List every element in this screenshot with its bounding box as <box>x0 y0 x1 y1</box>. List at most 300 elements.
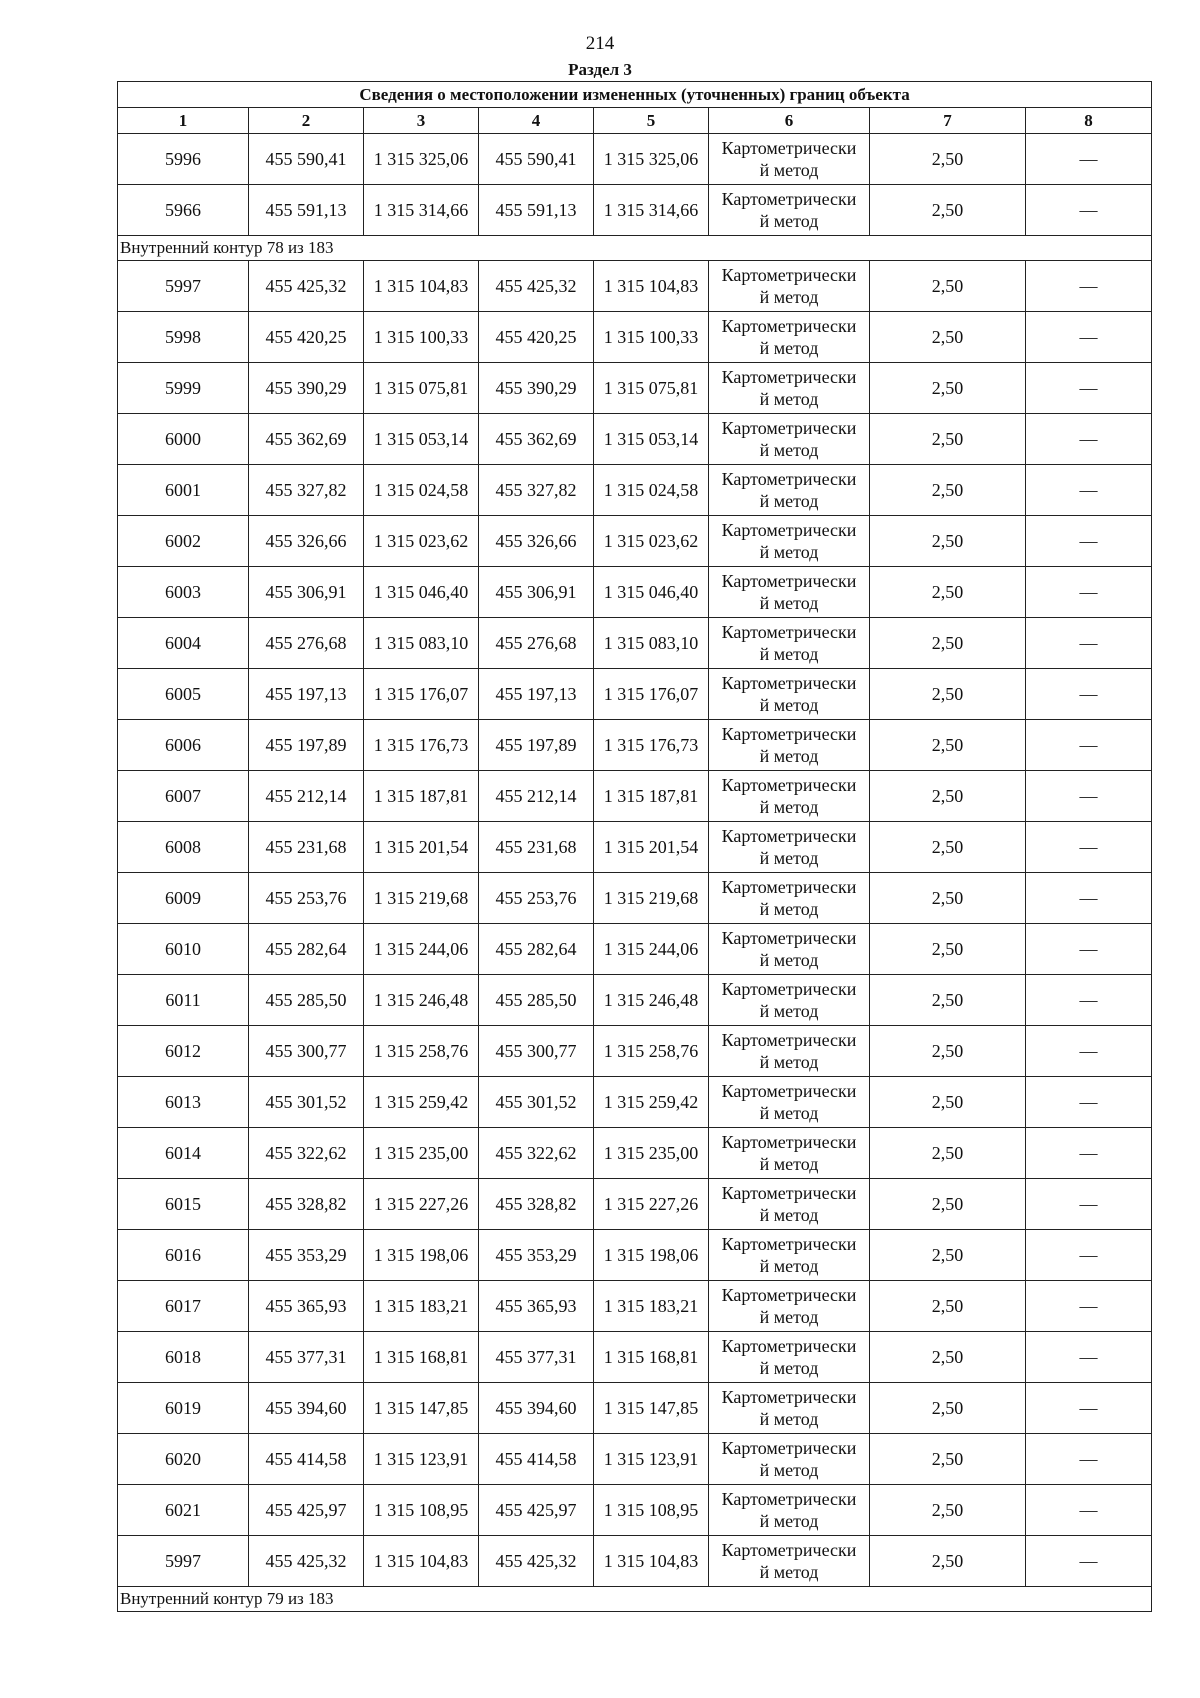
method-line: й метод <box>759 542 819 562</box>
method-line: Картометрически <box>721 724 857 744</box>
method-cell <box>709 363 870 414</box>
method-cell <box>709 516 870 567</box>
table-row <box>118 1383 1152 1434</box>
method-line: Картометрически <box>721 1234 857 1254</box>
accuracy-cell: 2,50 <box>870 1128 1026 1179</box>
point-number-cell: 6013 <box>118 1077 249 1128</box>
x-existing-cell: 455 327,82 <box>249 465 364 516</box>
method-line: й метод <box>759 491 819 511</box>
y-new-cell: 1 315 104,83 <box>594 1536 709 1587</box>
y-new-cell: 1 315 176,73 <box>594 720 709 771</box>
notes-cell: — <box>1026 1332 1152 1383</box>
method-line: Картометрически <box>721 1183 857 1203</box>
notes-cell: — <box>1026 669 1152 720</box>
point-number-cell: 6002 <box>118 516 249 567</box>
x-existing-cell: 455 282,64 <box>249 924 364 975</box>
y-existing-cell: 1 315 147,85 <box>364 1383 479 1434</box>
method-cell <box>709 261 870 312</box>
method-line: й метод <box>759 950 819 970</box>
table-row <box>118 363 1152 414</box>
method-line: Картометрически <box>721 189 857 209</box>
notes-cell: — <box>1026 1077 1152 1128</box>
point-number-cell: 6021 <box>118 1485 249 1536</box>
method-line: й метод <box>759 695 819 715</box>
x-existing-cell: 455 390,29 <box>249 363 364 414</box>
x-existing-cell: 455 377,31 <box>249 1332 364 1383</box>
method-line: Картометрически <box>721 316 857 336</box>
x-new-cell: 455 414,58 <box>479 1434 594 1485</box>
y-existing-cell: 1 315 314,66 <box>364 185 479 236</box>
y-new-cell: 1 315 201,54 <box>594 822 709 873</box>
contour-row <box>118 236 1152 261</box>
y-new-cell: 1 315 235,00 <box>594 1128 709 1179</box>
method-line: Картометрически <box>721 367 857 387</box>
table-row <box>118 261 1152 312</box>
method-line: Картометрически <box>721 775 857 795</box>
x-new-cell: 455 231,68 <box>479 822 594 873</box>
x-new-cell: 455 300,77 <box>479 1026 594 1077</box>
x-existing-cell: 455 328,82 <box>249 1179 364 1230</box>
column-header: 1 <box>118 108 249 134</box>
accuracy-cell: 2,50 <box>870 1485 1026 1536</box>
accuracy-cell: 2,50 <box>870 720 1026 771</box>
table-row <box>118 1332 1152 1383</box>
accuracy-cell: 2,50 <box>870 134 1026 185</box>
accuracy-cell: 2,50 <box>870 1179 1026 1230</box>
point-number-cell: 5997 <box>118 261 249 312</box>
y-existing-cell: 1 315 246,48 <box>364 975 479 1026</box>
y-new-cell: 1 315 219,68 <box>594 873 709 924</box>
notes-cell: — <box>1026 771 1152 822</box>
accuracy-cell: 2,50 <box>870 261 1026 312</box>
point-number-cell: 6003 <box>118 567 249 618</box>
column-header: 3 <box>364 108 479 134</box>
method-cell <box>709 1332 870 1383</box>
table-row <box>118 414 1152 465</box>
method-line: Картометрически <box>721 1540 857 1560</box>
notes-cell: — <box>1026 312 1152 363</box>
column-header: 2 <box>249 108 364 134</box>
notes-cell: — <box>1026 1026 1152 1077</box>
accuracy-cell: 2,50 <box>870 924 1026 975</box>
point-number-cell: 6020 <box>118 1434 249 1485</box>
table-row <box>118 1536 1152 1587</box>
method-cell <box>709 1383 870 1434</box>
y-new-cell: 1 315 168,81 <box>594 1332 709 1383</box>
x-existing-cell: 455 197,13 <box>249 669 364 720</box>
accuracy-cell: 2,50 <box>870 975 1026 1026</box>
accuracy-cell: 2,50 <box>870 1077 1026 1128</box>
column-header: 5 <box>594 108 709 134</box>
x-new-cell: 455 425,32 <box>479 1536 594 1587</box>
point-number-cell: 6015 <box>118 1179 249 1230</box>
y-existing-cell: 1 315 227,26 <box>364 1179 479 1230</box>
method-line: Картометрически <box>721 1132 857 1152</box>
accuracy-cell: 2,50 <box>870 1383 1026 1434</box>
accuracy-cell: 2,50 <box>870 567 1026 618</box>
y-new-cell: 1 315 023,62 <box>594 516 709 567</box>
y-existing-cell: 1 315 244,06 <box>364 924 479 975</box>
notes-cell: — <box>1026 822 1152 873</box>
method-cell <box>709 1485 870 1536</box>
notes-cell: — <box>1026 1179 1152 1230</box>
x-new-cell: 455 420,25 <box>479 312 594 363</box>
y-existing-cell: 1 315 183,21 <box>364 1281 479 1332</box>
y-existing-cell: 1 315 024,58 <box>364 465 479 516</box>
point-number-cell: 6008 <box>118 822 249 873</box>
method-line: й метод <box>759 1409 819 1429</box>
method-line: й метод <box>759 797 819 817</box>
x-existing-cell: 455 394,60 <box>249 1383 364 1434</box>
notes-cell: — <box>1026 1230 1152 1281</box>
accuracy-cell: 2,50 <box>870 669 1026 720</box>
method-cell <box>709 1128 870 1179</box>
accuracy-cell: 2,50 <box>870 1230 1026 1281</box>
notes-cell: — <box>1026 261 1152 312</box>
x-new-cell: 455 394,60 <box>479 1383 594 1434</box>
method-line: Картометрически <box>721 1285 857 1305</box>
y-new-cell: 1 315 227,26 <box>594 1179 709 1230</box>
method-line: Картометрически <box>721 571 857 591</box>
x-new-cell: 455 362,69 <box>479 414 594 465</box>
method-line: й метод <box>759 1052 819 1072</box>
x-new-cell: 455 365,93 <box>479 1281 594 1332</box>
x-new-cell: 455 328,82 <box>479 1179 594 1230</box>
point-number-cell: 6006 <box>118 720 249 771</box>
method-line: й метод <box>759 440 819 460</box>
point-number-cell: 5999 <box>118 363 249 414</box>
method-line: Картометрически <box>721 1489 857 1509</box>
y-new-cell: 1 315 176,07 <box>594 669 709 720</box>
y-new-cell: 1 315 244,06 <box>594 924 709 975</box>
table-row <box>118 822 1152 873</box>
y-new-cell: 1 315 258,76 <box>594 1026 709 1077</box>
accuracy-cell: 2,50 <box>870 618 1026 669</box>
accuracy-cell: 2,50 <box>870 873 1026 924</box>
method-cell <box>709 1230 870 1281</box>
y-existing-cell: 1 315 219,68 <box>364 873 479 924</box>
y-new-cell: 1 315 123,91 <box>594 1434 709 1485</box>
y-existing-cell: 1 315 104,83 <box>364 261 479 312</box>
y-new-cell: 1 315 024,58 <box>594 465 709 516</box>
table-row <box>118 1179 1152 1230</box>
point-number-cell: 6010 <box>118 924 249 975</box>
y-new-cell: 1 315 147,85 <box>594 1383 709 1434</box>
method-cell <box>709 618 870 669</box>
point-number-cell: 6014 <box>118 1128 249 1179</box>
x-existing-cell: 455 590,41 <box>249 134 364 185</box>
x-existing-cell: 455 276,68 <box>249 618 364 669</box>
method-cell <box>709 924 870 975</box>
table-row <box>118 924 1152 975</box>
y-existing-cell: 1 315 259,42 <box>364 1077 479 1128</box>
table-row <box>118 1434 1152 1485</box>
accuracy-cell: 2,50 <box>870 1434 1026 1485</box>
table-row <box>118 312 1152 363</box>
x-new-cell: 455 301,52 <box>479 1077 594 1128</box>
y-new-cell: 1 315 083,10 <box>594 618 709 669</box>
x-new-cell: 455 253,76 <box>479 873 594 924</box>
accuracy-cell: 2,50 <box>870 414 1026 465</box>
contour-label: Внутренний контур 78 из 183 <box>118 236 1152 261</box>
table-row <box>118 1230 1152 1281</box>
method-line: Картометрически <box>721 1081 857 1101</box>
x-existing-cell: 455 414,58 <box>249 1434 364 1485</box>
y-existing-cell: 1 315 053,14 <box>364 414 479 465</box>
accuracy-cell: 2,50 <box>870 822 1026 873</box>
x-existing-cell: 455 420,25 <box>249 312 364 363</box>
method-cell <box>709 771 870 822</box>
x-new-cell: 455 326,66 <box>479 516 594 567</box>
method-cell <box>709 185 870 236</box>
x-new-cell: 455 425,97 <box>479 1485 594 1536</box>
notes-cell: — <box>1026 873 1152 924</box>
table-row <box>118 465 1152 516</box>
method-line: Картометрически <box>721 265 857 285</box>
x-new-cell: 455 353,29 <box>479 1230 594 1281</box>
column-header: 7 <box>870 108 1026 134</box>
table-caption-row <box>118 82 1152 108</box>
method-line: Картометрически <box>721 1438 857 1458</box>
x-existing-cell: 455 353,29 <box>249 1230 364 1281</box>
x-existing-cell: 455 362,69 <box>249 414 364 465</box>
method-cell <box>709 1434 870 1485</box>
accuracy-cell: 2,50 <box>870 1026 1026 1077</box>
x-existing-cell: 455 231,68 <box>249 822 364 873</box>
method-cell <box>709 312 870 363</box>
method-line: й метод <box>759 1358 819 1378</box>
method-line: Картометрически <box>721 138 857 158</box>
notes-cell: — <box>1026 516 1152 567</box>
table-row <box>118 1281 1152 1332</box>
column-header: 4 <box>479 108 594 134</box>
accuracy-cell: 2,50 <box>870 465 1026 516</box>
method-line: й метод <box>759 899 819 919</box>
x-new-cell: 455 390,29 <box>479 363 594 414</box>
y-existing-cell: 1 315 046,40 <box>364 567 479 618</box>
method-line: й метод <box>759 1307 819 1327</box>
table-caption: Сведения о местоположении измененных (уточненных) границ объекта <box>118 82 1152 108</box>
point-number-cell: 6018 <box>118 1332 249 1383</box>
y-new-cell: 1 315 187,81 <box>594 771 709 822</box>
x-existing-cell: 455 306,91 <box>249 567 364 618</box>
notes-cell: — <box>1026 363 1152 414</box>
y-existing-cell: 1 315 187,81 <box>364 771 479 822</box>
method-line: й метод <box>759 1460 819 1480</box>
notes-cell: — <box>1026 1434 1152 1485</box>
method-line: й метод <box>759 1001 819 1021</box>
x-existing-cell: 455 591,13 <box>249 185 364 236</box>
method-cell <box>709 822 870 873</box>
y-new-cell: 1 315 108,95 <box>594 1485 709 1536</box>
notes-cell: — <box>1026 465 1152 516</box>
notes-cell: — <box>1026 134 1152 185</box>
x-new-cell: 455 425,32 <box>479 261 594 312</box>
table-row <box>118 618 1152 669</box>
y-new-cell: 1 315 046,40 <box>594 567 709 618</box>
x-new-cell: 455 591,13 <box>479 185 594 236</box>
method-line: Картометрически <box>721 1336 857 1356</box>
accuracy-cell: 2,50 <box>870 516 1026 567</box>
point-number-cell: 6001 <box>118 465 249 516</box>
method-line: й метод <box>759 338 819 358</box>
x-new-cell: 455 285,50 <box>479 975 594 1026</box>
x-new-cell: 455 322,62 <box>479 1128 594 1179</box>
x-new-cell: 455 327,82 <box>479 465 594 516</box>
method-line: й метод <box>759 1256 819 1276</box>
method-line: Картометрически <box>721 469 857 489</box>
point-number-cell: 6011 <box>118 975 249 1026</box>
method-cell <box>709 1077 870 1128</box>
method-cell <box>709 414 870 465</box>
x-existing-cell: 455 285,50 <box>249 975 364 1026</box>
x-existing-cell: 455 425,32 <box>249 261 364 312</box>
y-new-cell: 1 315 325,06 <box>594 134 709 185</box>
method-cell <box>709 720 870 771</box>
table-row <box>118 185 1152 236</box>
method-line: Картометрически <box>721 826 857 846</box>
notes-cell: — <box>1026 1485 1152 1536</box>
y-existing-cell: 1 315 104,83 <box>364 1536 479 1587</box>
y-new-cell: 1 315 259,42 <box>594 1077 709 1128</box>
method-line: Картометрически <box>721 928 857 948</box>
method-line: й метод <box>759 160 819 180</box>
y-new-cell: 1 315 314,66 <box>594 185 709 236</box>
y-new-cell: 1 315 246,48 <box>594 975 709 1026</box>
boundary-table <box>117 81 1152 1612</box>
table-body <box>118 134 1152 1612</box>
table-row <box>118 134 1152 185</box>
accuracy-cell: 2,50 <box>870 185 1026 236</box>
table-row <box>118 1485 1152 1536</box>
point-number-cell: 5966 <box>118 185 249 236</box>
x-existing-cell: 455 197,89 <box>249 720 364 771</box>
method-line: Картометрически <box>721 1387 857 1407</box>
point-number-cell: 6017 <box>118 1281 249 1332</box>
point-number-cell: 5996 <box>118 134 249 185</box>
x-new-cell: 455 197,89 <box>479 720 594 771</box>
point-number-cell: 6005 <box>118 669 249 720</box>
notes-cell: — <box>1026 1128 1152 1179</box>
table-row <box>118 516 1152 567</box>
method-cell <box>709 1179 870 1230</box>
method-cell <box>709 134 870 185</box>
method-line: Картометрически <box>721 622 857 642</box>
y-existing-cell: 1 315 198,06 <box>364 1230 479 1281</box>
x-new-cell: 455 377,31 <box>479 1332 594 1383</box>
method-line: й метод <box>759 287 819 307</box>
notes-cell: — <box>1026 924 1152 975</box>
notes-cell: — <box>1026 975 1152 1026</box>
y-existing-cell: 1 315 108,95 <box>364 1485 479 1536</box>
accuracy-cell: 2,50 <box>870 1332 1026 1383</box>
y-new-cell: 1 315 100,33 <box>594 312 709 363</box>
y-existing-cell: 1 315 083,10 <box>364 618 479 669</box>
x-existing-cell: 455 300,77 <box>249 1026 364 1077</box>
notes-cell: — <box>1026 1536 1152 1587</box>
x-existing-cell: 455 301,52 <box>249 1077 364 1128</box>
y-existing-cell: 1 315 075,81 <box>364 363 479 414</box>
point-number-cell: 5998 <box>118 312 249 363</box>
x-existing-cell: 455 365,93 <box>249 1281 364 1332</box>
y-existing-cell: 1 315 201,54 <box>364 822 479 873</box>
method-line: й метод <box>759 1103 819 1123</box>
table-row <box>118 720 1152 771</box>
x-new-cell: 455 282,64 <box>479 924 594 975</box>
point-number-cell: 6007 <box>118 771 249 822</box>
y-existing-cell: 1 315 176,73 <box>364 720 479 771</box>
section-title: Раздел 3 <box>568 60 632 79</box>
table-row <box>118 1077 1152 1128</box>
y-existing-cell: 1 315 176,07 <box>364 669 479 720</box>
method-line: й метод <box>759 1154 819 1174</box>
method-line: й метод <box>759 1205 819 1225</box>
method-line: Картометрически <box>721 673 857 693</box>
method-cell <box>709 567 870 618</box>
x-existing-cell: 455 322,62 <box>249 1128 364 1179</box>
y-new-cell: 1 315 075,81 <box>594 363 709 414</box>
method-line: Картометрически <box>721 1030 857 1050</box>
y-existing-cell: 1 315 325,06 <box>364 134 479 185</box>
accuracy-cell: 2,50 <box>870 771 1026 822</box>
method-cell <box>709 1026 870 1077</box>
method-cell <box>709 669 870 720</box>
method-line: й метод <box>759 593 819 613</box>
accuracy-cell: 2,50 <box>870 1281 1026 1332</box>
notes-cell: — <box>1026 1383 1152 1434</box>
point-number-cell: 6016 <box>118 1230 249 1281</box>
point-number-cell: 6012 <box>118 1026 249 1077</box>
point-number-cell: 6000 <box>118 414 249 465</box>
method-line: й метод <box>759 211 819 231</box>
y-new-cell: 1 315 104,83 <box>594 261 709 312</box>
notes-cell: — <box>1026 720 1152 771</box>
accuracy-cell: 2,50 <box>870 1536 1026 1587</box>
accuracy-cell: 2,50 <box>870 363 1026 414</box>
table-row <box>118 975 1152 1026</box>
point-number-cell: 5997 <box>118 1536 249 1587</box>
x-existing-cell: 455 425,97 <box>249 1485 364 1536</box>
x-new-cell: 455 276,68 <box>479 618 594 669</box>
x-existing-cell: 455 425,32 <box>249 1536 364 1587</box>
method-cell <box>709 465 870 516</box>
x-existing-cell: 455 212,14 <box>249 771 364 822</box>
column-header: 6 <box>709 108 870 134</box>
y-new-cell: 1 315 183,21 <box>594 1281 709 1332</box>
method-line: й метод <box>759 1562 819 1582</box>
table-row <box>118 1128 1152 1179</box>
y-new-cell: 1 315 198,06 <box>594 1230 709 1281</box>
notes-cell: — <box>1026 414 1152 465</box>
y-existing-cell: 1 315 100,33 <box>364 312 479 363</box>
method-line: й метод <box>759 1511 819 1531</box>
method-cell <box>709 1536 870 1587</box>
notes-cell: — <box>1026 567 1152 618</box>
point-number-cell: 6004 <box>118 618 249 669</box>
method-line: й метод <box>759 644 819 664</box>
method-line: Картометрически <box>721 979 857 999</box>
contour-row <box>118 1587 1152 1612</box>
table-row <box>118 771 1152 822</box>
point-number-cell: 6009 <box>118 873 249 924</box>
y-existing-cell: 1 315 123,91 <box>364 1434 479 1485</box>
y-existing-cell: 1 315 023,62 <box>364 516 479 567</box>
x-new-cell: 455 590,41 <box>479 134 594 185</box>
x-existing-cell: 455 253,76 <box>249 873 364 924</box>
method-line: й метод <box>759 848 819 868</box>
method-cell <box>709 873 870 924</box>
table-row <box>118 567 1152 618</box>
